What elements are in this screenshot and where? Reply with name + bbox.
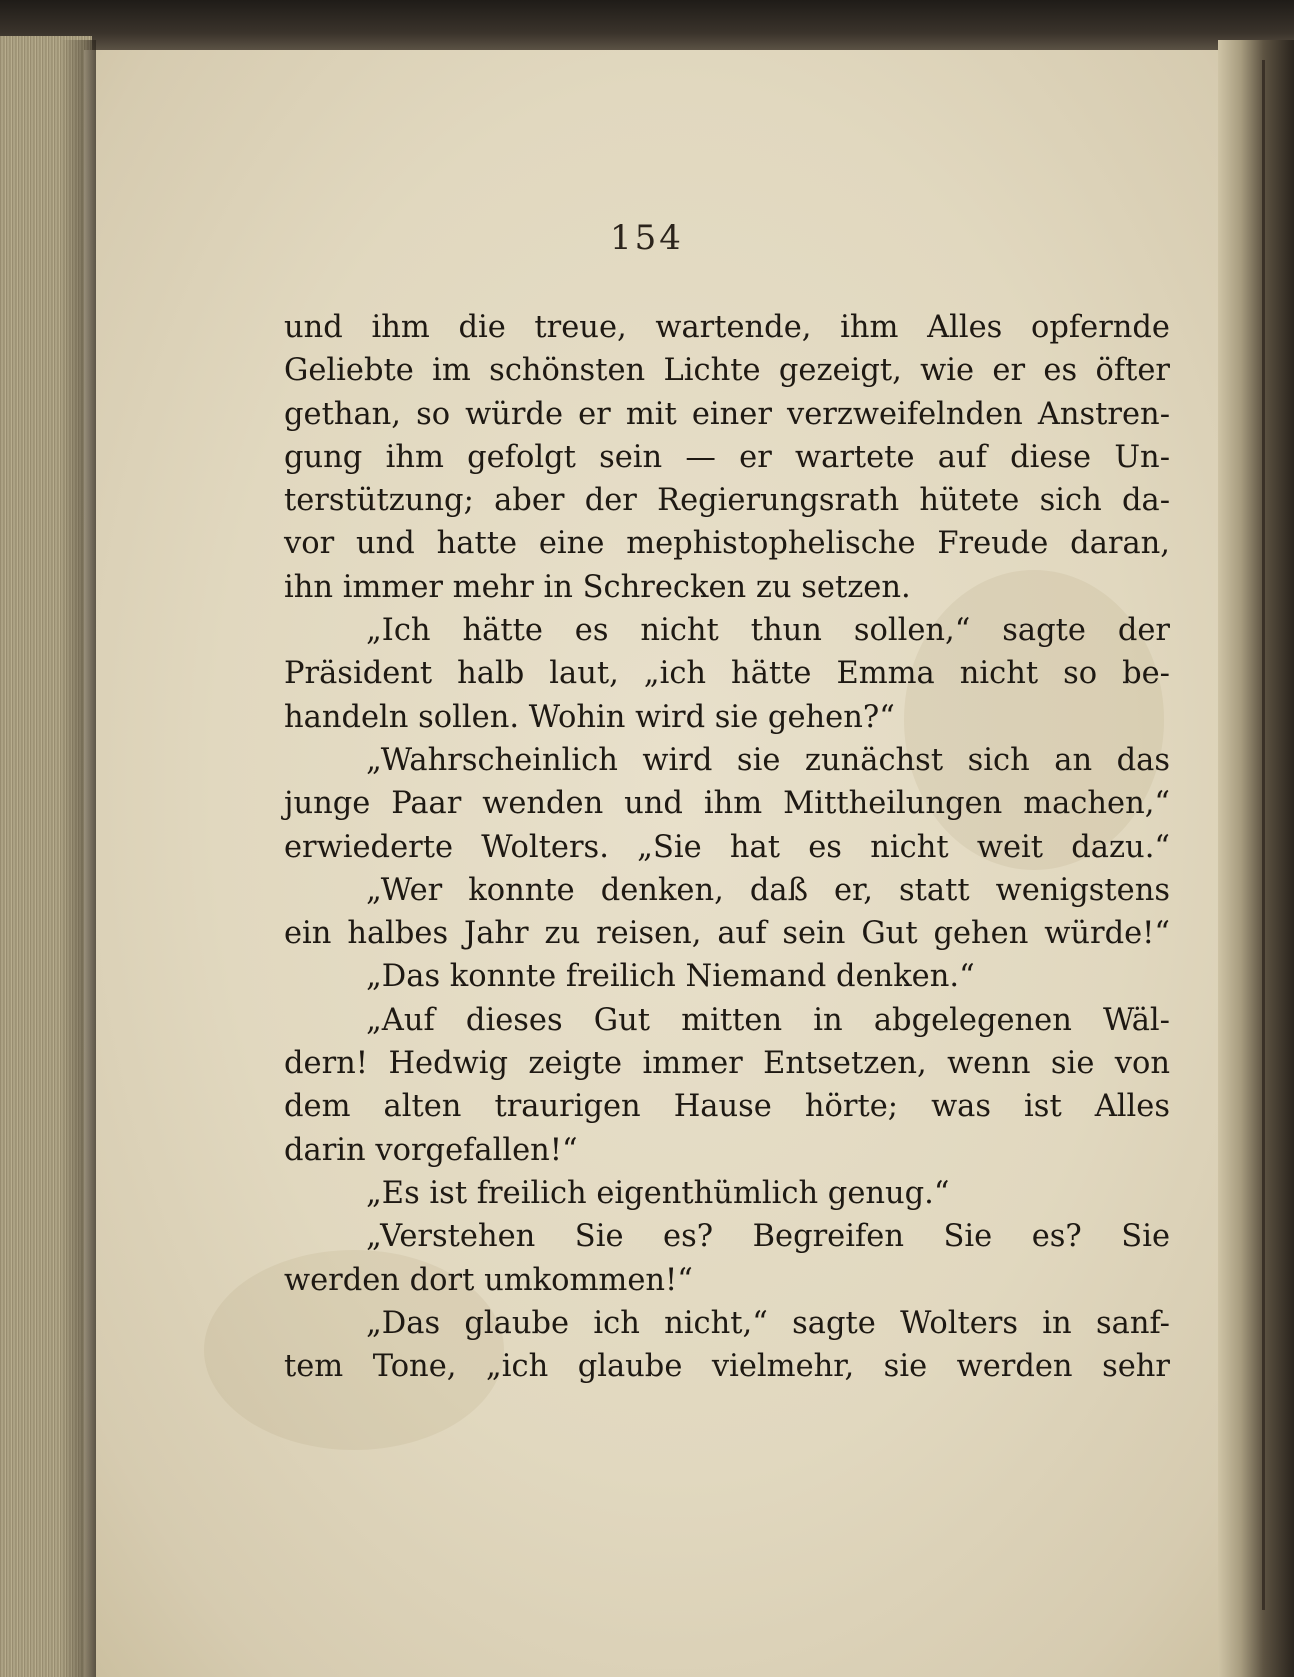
text-line: Geliebte im schönsten Lichte gezeigt, wie er es öfter	[284, 353, 1170, 389]
body-text	[284, 306, 1170, 1388]
text-line: und ihm die treue, wartende, ihm Alles opfernde	[284, 310, 1170, 345]
text-line: „Das konnte freilich Niemand denken.“	[366, 959, 975, 995]
text-line: junge Paar wenden und ihm Mittheilungen machen,“	[284, 786, 1170, 822]
text-line: werden dort umkommen!“	[284, 1262, 693, 1298]
text-line: gethan, so würde er mit einer verzweifelnden Anstren-	[284, 396, 1170, 432]
text-line: handeln sollen. Wohin wird sie gehen?“	[284, 699, 895, 735]
text-line: gung ihm gefolgt sein — er wartete auf diese Un-	[284, 439, 1170, 475]
text-line: „Das glaube ich nicht,“ sagte Wolters in sanf-	[366, 1305, 1170, 1341]
text-line: „Auf dieses Gut mitten in abgelegenen Wäl-	[366, 1002, 1170, 1038]
text-line: terstützung; aber der Regierungsrath hütete sich da-	[284, 483, 1170, 519]
text-line: „Es ist freilich eigenthümlich genug.“	[366, 1175, 950, 1211]
text-line: vor und hatte eine mephistophelische Freude daran,	[284, 526, 1170, 562]
page-gutter-right	[1218, 40, 1294, 1677]
text-line: „Wahrscheinlich wird sie zunächst sich an das	[366, 742, 1170, 778]
text-line: tem Tone, „ich glaube vielmehr, sie werden sehr	[284, 1349, 1170, 1385]
text-line: ihn immer mehr in Schrecken zu setzen.	[284, 569, 911, 605]
page-shadow	[60, 40, 96, 1677]
page-number: 154	[610, 218, 684, 258]
gutter-line	[1262, 60, 1265, 1610]
text-line: darin vorgefallen!“	[284, 1132, 578, 1168]
text-line: dem alten traurigen Hause hörte; was ist Alles	[284, 1089, 1170, 1125]
text-line: erwiederte Wolters. „Sie hat es nicht weit dazu.“	[284, 829, 1170, 865]
text-line: dern! Hedwig zeigte immer Entsetzen, wenn sie von	[284, 1046, 1170, 1082]
text-line: „Ich hätte es nicht thun sollen,“ sagte der	[366, 613, 1170, 649]
text-line: Präsident halb laut, „ich hätte Emma nicht so be-	[284, 656, 1170, 692]
text-line: „Verstehen Sie es? Begreifen Sie es? Sie	[366, 1219, 1170, 1255]
text-line: ein halbes Jahr zu reisen, auf sein Gut gehen würde!“	[284, 916, 1170, 952]
text-line: „Wer konnte denken, daß er, statt wenigstens	[366, 872, 1170, 908]
